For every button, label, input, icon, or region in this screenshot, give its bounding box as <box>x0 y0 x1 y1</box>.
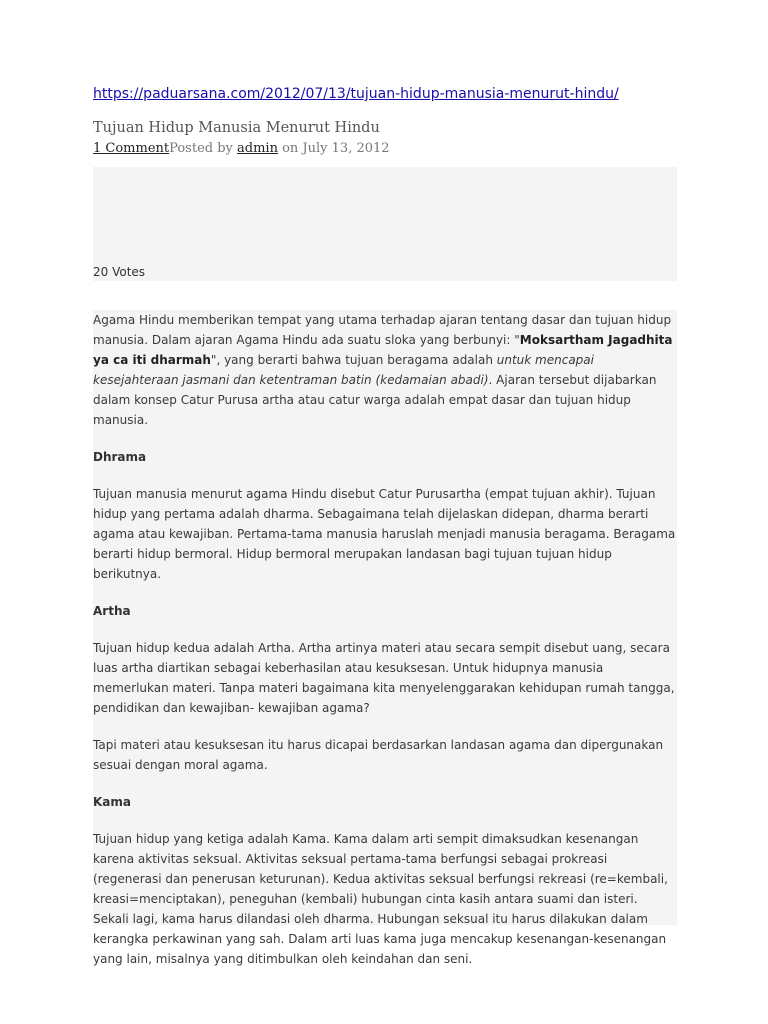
dhrama-paragraph: Tujuan manusia menurut agama Hindu disebut Catur Purusartha (empat tujuan akhir). Tujuan hidup yang pertama adalah dharma. Sebagaimana telah dijelaskan didepan, dharma berarti agama atau kewajiban. Pertama-tama manusia haruslah menjadi manusia beragama. Beragama berarti hidup bermoral. Hidup bermoral merupakan landasan bagi tujuan tujuan hidup berikutnya. <box>93 487 676 581</box>
sloka-quote: Moksartham Jagadhita ya ca iti dharmah <box>93 333 673 367</box>
author-link[interactable]: admin <box>237 141 278 156</box>
intro-text-3: . Ajaran tersebut dijabarkan dalam konsep Catur Purusa artha atau catur warga adalah empat dasar dan tujuan hidup manusia. <box>93 373 657 427</box>
intro-text-2: ", yang berarti bahwa tujuan beragama adalah <box>210 353 497 367</box>
post-title: Tujuan Hidup Manusia Menurut Hindu <box>93 120 380 136</box>
section-heading-kama: Kama <box>93 795 131 809</box>
section-heading-dhrama: Dhrama <box>93 450 147 464</box>
artha-paragraph-1: Tujuan hidup kedua adalah Artha. Artha artinya materi atau secara sempit disebut uang, secara luas artha diartikan sebagai keberhasilan atau kesuksesan. Untuk hidupnya manusia memerlukan materi. Tanpa materi bagaimana kita menyelenggarakan kehidupan rumah tangga, pendidikan dan kewajiban- kewajiban agama? <box>93 641 675 715</box>
post-meta <box>93 141 390 156</box>
rating-widget <box>93 167 677 281</box>
intro-emphasis: untuk mencapai kesejahteraan jasmani dan ketentraman batin (kedamaian abadi) <box>93 353 594 387</box>
article-body <box>93 310 677 966</box>
source-url-link[interactable]: https://paduarsana.com/2012/07/13/tujuan-hidup-manusia-menurut-hindu/ <box>93 86 619 102</box>
artha-paragraph-2: Tapi materi atau kesuksesan itu harus dicapai berdasarkan landasan agama dan dipergunakan sesuai dengan moral agama. <box>93 738 664 772</box>
posted-by-label: Posted by <box>169 141 233 156</box>
intro-paragraph <box>93 310 677 430</box>
vote-count: 20 Votes <box>93 265 146 279</box>
kama-paragraph: Tujuan hidup yang ketiga adalah Kama. Kama dalam arti sempit dimaksudkan kesenangan karena aktivitas seksual. Aktivitas seksual pertama-tama berfungsi sebagai prokreasi (regenerasi dan penerusan keturunan). Kedua aktivitas seksual berfungsi rekreasi (re=kembali, kreasi=menciptakan), peneguhan (kembali) hubungan cinta kasih antara suami dan isteri. Sekali lagi, kama harus dilandasi oleh dharma. Hubungan seksual itu harus dilakukan dalam kerangka perkawinan yang sah. Dalam arti luas kama juga mencakup kesenangan-kesenangan yang lain, misalnya yang ditimbulkan oleh keindahan dan seni. <box>93 832 668 966</box>
section-heading-artha: Artha <box>93 604 131 618</box>
intro-text-1: Agama Hindu memberikan tempat yang utama terhadap ajaran tentang dasar dan tujuan hidup manusia. Dalam ajaran Agama Hindu ada suatu sloka yang berbunyi: " <box>93 313 672 347</box>
post-date: on July 13, 2012 <box>282 141 390 156</box>
comments-link[interactable]: 1 Comment <box>93 141 170 156</box>
